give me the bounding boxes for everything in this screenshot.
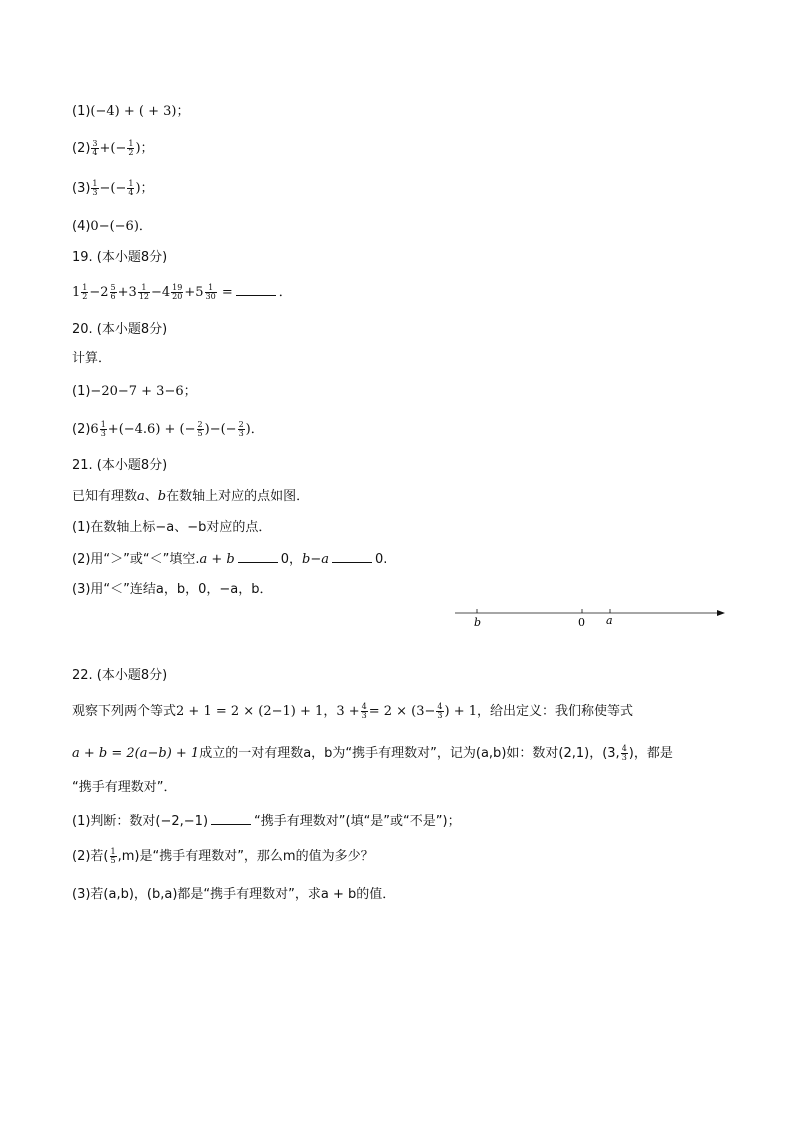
denominator: 6	[110, 292, 116, 301]
q18-part4-label: (4)	[72, 219, 91, 234]
intro-text: 在数轴上对应的点如图．	[166, 489, 310, 504]
equals-sign: =	[221, 285, 233, 300]
intro-text: 已知有理数	[72, 489, 138, 504]
operator: −(−	[99, 181, 127, 196]
q22-part1-text: “携手有理数对”(填“是”或“不是”)；	[254, 814, 461, 829]
numerator: 1	[100, 420, 106, 429]
q22-text: )，都是	[628, 746, 673, 761]
expr-end: )．	[245, 422, 264, 437]
numerator: 1	[110, 847, 116, 856]
equation: 2 + 1 = 2 × (2−1) + 1	[176, 704, 324, 719]
denominator: 2	[82, 292, 88, 301]
q21-header: 21. (本小题8分)	[72, 458, 168, 473]
numerator: 1	[128, 139, 134, 148]
q22-part2-text: ,m)是“携手有理数对”，那么m的值为多少？	[117, 849, 374, 864]
whole-number: 1	[72, 285, 81, 300]
numerator: 1	[205, 284, 217, 293]
sentence-end: ．	[278, 285, 292, 300]
q20-part1-expr: −20−7 + 3−6；	[90, 384, 197, 399]
q18-part2-label: (2)	[72, 141, 91, 156]
separator: ，	[323, 704, 337, 719]
denominator: 3	[361, 711, 367, 720]
q18-part3	[72, 180, 154, 198]
q21-intro	[72, 488, 309, 506]
axis-label-b: b	[474, 616, 482, 629]
numerator: 2	[197, 420, 203, 429]
q22-part1	[72, 812, 461, 831]
q20-part1-label: (1)	[72, 384, 91, 399]
q20-part2	[72, 421, 264, 439]
denominator: 2	[128, 148, 134, 157]
denominator: 20	[172, 292, 183, 301]
numerator: 5	[110, 283, 116, 292]
fraction	[621, 745, 628, 762]
operator: −4	[151, 285, 171, 300]
numerator: 4	[361, 702, 367, 711]
operator: +(−4.6) + (−	[107, 422, 196, 437]
variable-a: a	[137, 489, 145, 504]
expr-end: )；	[135, 181, 154, 196]
numerator: 1	[128, 179, 134, 188]
denominator: 3	[238, 429, 244, 438]
q20-part1	[72, 383, 197, 401]
q18-part1-label: (1)	[72, 104, 91, 119]
q22-part2-text: (2)若(	[72, 849, 109, 864]
separator: 、	[144, 489, 158, 504]
fraction	[238, 421, 245, 438]
numerator: 1	[82, 283, 88, 292]
equation: ) + 1	[444, 704, 478, 719]
fraction	[127, 180, 134, 197]
expr-end: )；	[135, 141, 154, 156]
numerator: 1	[92, 179, 98, 188]
q18-part2	[72, 140, 154, 158]
q21-part1: (1)在数轴上标−a、−b对应的点．	[72, 520, 272, 535]
q21-part3: (3)用“＜”连结a，b，0，−a，b．	[72, 582, 273, 597]
fraction	[110, 848, 117, 865]
numerator: 19	[172, 283, 183, 292]
math-expr: b−a	[302, 552, 329, 567]
q21-part2-text: (2)用“＞”或“＜”填空.	[72, 552, 200, 567]
operator: )−(−	[204, 422, 237, 437]
numerator: 2	[238, 420, 244, 429]
q22-line1	[72, 703, 633, 721]
q22-part1-text: (1)判断：数对(−2,−1)	[72, 814, 209, 829]
fraction	[171, 284, 183, 301]
denominator: 3	[621, 753, 627, 762]
answer-blank[interactable]	[238, 550, 278, 563]
q19-header: 19. (本小题8分)	[72, 250, 168, 265]
q22-line3: “携手有理数对”．	[72, 780, 177, 795]
zero-text: 0.	[374, 552, 388, 567]
number-line	[455, 598, 725, 638]
denominator: 3	[92, 188, 98, 197]
q22-text: 成立的一对有理数a，b为“携手有理数对”，记为(a,b)如：数对(2,1)，(3,	[199, 746, 620, 761]
q18-part4-expr: 0−(−6)．	[90, 219, 152, 234]
fraction	[110, 284, 117, 301]
denominator: 12	[138, 292, 149, 301]
axis-arrow	[717, 610, 725, 616]
q22-text: 观察下列两个等式	[72, 704, 177, 719]
denominator: 30	[205, 292, 216, 301]
numerator: 4	[437, 702, 443, 711]
numerator: 1	[138, 284, 150, 293]
q20-part2-label: (2)	[72, 422, 91, 437]
axis-label-a: a	[606, 614, 613, 627]
fraction	[91, 140, 98, 157]
equation: a + b = 2(a−b) + 1	[72, 746, 200, 761]
q20-header: 20. (本小题8分)	[72, 322, 168, 337]
fraction	[361, 703, 368, 720]
fraction	[197, 421, 204, 438]
operator: +3	[117, 285, 137, 300]
fraction	[100, 421, 107, 438]
whole-number: 6	[90, 422, 99, 437]
denominator: 4	[92, 148, 98, 157]
q22-line2	[72, 745, 673, 763]
denominator: 3	[100, 429, 106, 438]
operator: +5	[184, 285, 204, 300]
q18-part1	[72, 103, 189, 121]
denominator: 4	[128, 188, 134, 197]
fraction	[81, 284, 88, 301]
operator: −2	[89, 285, 109, 300]
q18-part1-expr: (−4) + ( + 3)；	[90, 104, 190, 119]
fraction	[436, 703, 443, 720]
q22-header: 22. (本小题8分)	[72, 668, 168, 683]
equation: = 2 × (3−	[368, 704, 436, 719]
answer-blank[interactable]	[236, 283, 276, 296]
q18-part4	[72, 218, 152, 236]
denominator: 3	[437, 711, 443, 720]
q20-intro: 计算．	[72, 351, 112, 366]
q19-expression	[72, 283, 292, 302]
denominator: 5	[197, 429, 203, 438]
fraction	[91, 180, 98, 197]
fraction	[138, 284, 150, 301]
operator: +(−	[99, 141, 127, 156]
math-expr: a + b	[199, 552, 235, 567]
axis-label-0: 0	[578, 616, 585, 629]
answer-blank[interactable]	[211, 812, 251, 825]
q22-text: ，给出定义：我们称使等式	[477, 704, 634, 719]
zero-text: 0，	[280, 552, 303, 567]
q22-part2	[72, 848, 374, 866]
answer-blank[interactable]	[332, 550, 372, 563]
numerator: 4	[621, 744, 627, 753]
q22-part3: (3)若(a,b)，(b,a)都是“携手有理数对”，求a + b的值．	[72, 887, 396, 902]
variable-b: b	[157, 489, 167, 504]
fraction	[205, 284, 217, 301]
equation: 3 +	[336, 704, 360, 719]
fraction	[127, 140, 134, 157]
denominator: 5	[110, 856, 116, 865]
q18-part3-label: (3)	[72, 181, 91, 196]
q21-part2	[72, 550, 387, 569]
numerator: 3	[92, 139, 98, 148]
